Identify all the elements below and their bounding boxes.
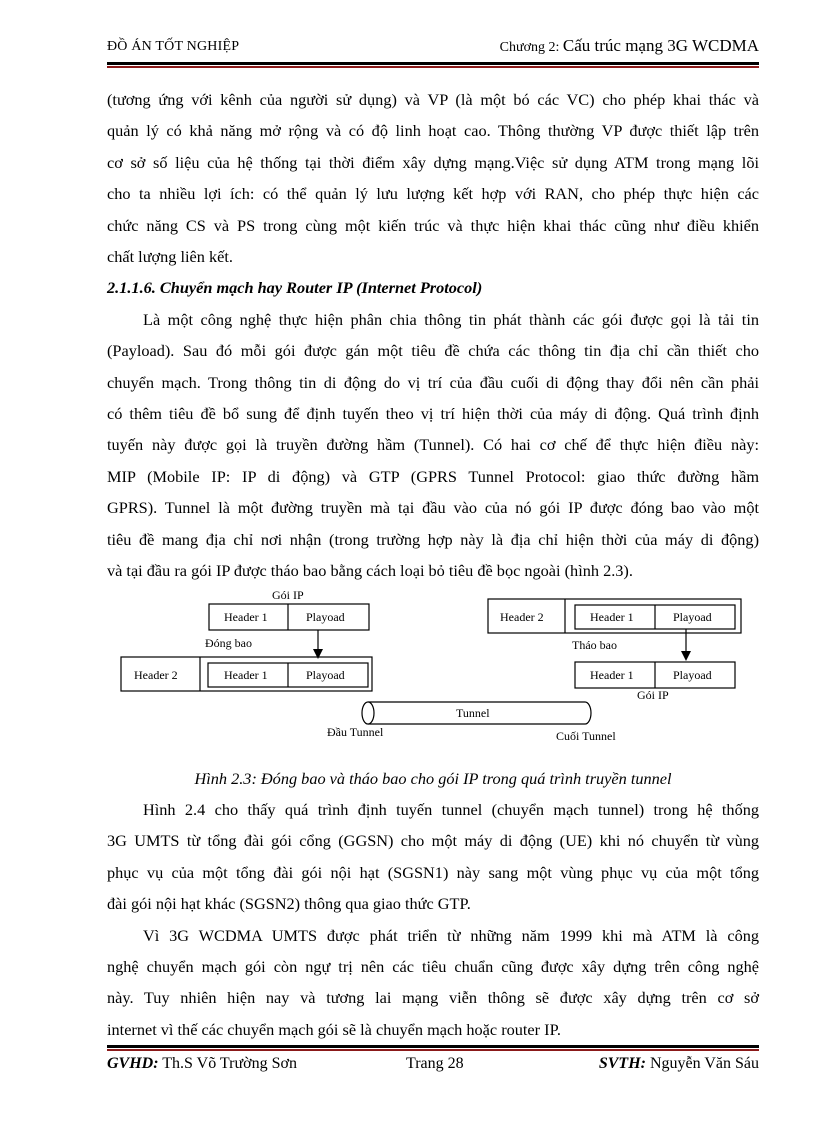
- tunnel-entry-ellipse: [362, 702, 374, 724]
- footer-gvhd-label: GVHD:: [107, 1055, 159, 1072]
- label-header1: Header 1: [224, 609, 268, 624]
- header-chapter-title: Cấu trúc mạng 3G WCDMA: [562, 36, 759, 55]
- paragraph-line: tuyến này được gọi là truyền đường hầm (Tunnel). Có hai cơ chế để thực hiện điều này:: [107, 435, 759, 455]
- paragraph-line: quản lý có khả năng mở rộng và có độ linh hoạt cao. Thông thường VP được thiết lập trên: [107, 121, 759, 141]
- header-chapter-prefix: Chương 2:: [499, 40, 560, 55]
- paragraph-line: tiêu đề mang địa chỉ nơi nhận (trong trường hợp này là địa chỉ hiện thời của máy di động): [107, 529, 759, 549]
- tunnel-exit-cap: [585, 702, 591, 724]
- footer-page-number: Trang 28: [406, 1055, 464, 1072]
- paragraph-line: Hình 2.4 cho thấy quá trình định tuyến tunnel (chuyển mạch tunnel) trong hệ thống: [143, 799, 759, 819]
- paragraph-line: 3G UMTS từ tổng đài gói cổng (GGSN) cho một máy di động (UE) khi nó chuyển từ vùng: [107, 831, 759, 851]
- label-goi-ip-top: Gói IP: [272, 587, 304, 602]
- label-playoad: Playoad: [306, 609, 345, 624]
- paragraph-line: nghệ chuyển mạch gói còn ngự trị nên các tiêu chuẩn cũng được xây dựng trên công nghệ: [107, 956, 759, 976]
- page-content: [107, 84, 759, 1045]
- label-dau-tunnel: Đầu Tunnel: [327, 724, 384, 739]
- paragraph-line: GPRS). Tunnel là một đường truyền mà tại đầu vào của nó gói IP được đóng bao vào một: [107, 498, 759, 518]
- label-header1: Header 1: [590, 609, 634, 624]
- label-tunnel: Tunnel: [456, 705, 490, 720]
- figure-caption: Hình 2.3: Đóng bao và tháo bao cho gói IP trong quá trình truyền tunnel: [194, 768, 672, 788]
- paragraph-line: chuyển mạch. Trong thông tin di động do vị trí của đầu cuối di động thay đổi nên cần phải: [107, 372, 759, 392]
- paragraph-line: Vì 3G WCDMA UMTS được phát triển từ những năm 1999 khi mà ATM là công: [143, 925, 759, 945]
- paragraph-line: chức năng CS và PS trong cùng một kiến trúc và thực hiện khai thác cũng như điều khiển: [107, 215, 759, 235]
- footer-rule-thick: [107, 1045, 759, 1048]
- label-header2: Header 2: [134, 667, 178, 682]
- header-chapter: [500, 36, 759, 56]
- encapsulation-diagram: [0, 587, 816, 759]
- section-heading: 2.1.1.6. Chuyển mạch hay Router IP (Internet Protocol): [107, 278, 483, 298]
- paragraph-line: (tương ứng với kênh của người sử dụng) và VP (là một bó các VC) cho phép khai thác và: [107, 90, 759, 109]
- footer-supervisor: [107, 1055, 297, 1073]
- page-footer: [107, 1050, 759, 1080]
- paragraph-line: này. Tuy nhiên hiện nay và tương lai mạng viễn thông sẽ được xây dựng trên cơ sở: [107, 988, 759, 1008]
- header-rule-red: [107, 66, 759, 68]
- paragraph-line: cơ sở số liệu của hệ thống tại thời điểm xây dựng mạng.Việc sử dụng ATM trong mạng lõi: [107, 152, 759, 172]
- footer-svth-name: Nguyễn Văn Sáu: [649, 1055, 759, 1072]
- header-rule-thick: [107, 62, 759, 65]
- paragraph-line: có thêm tiêu đề bổ sung để định tuyến theo vị trí hiện thời của máy di động. Quá trình định: [107, 404, 759, 424]
- footer-student: [599, 1055, 759, 1073]
- page-header: [107, 30, 759, 60]
- paragraph-line: cho ta nhiều lợi ích: có thể quản lý lưu lượng kết hợp với RAN, cho phép thực hiện các: [107, 184, 759, 204]
- paragraph-line: đài gói nội hạt khác (SGSN2) thông qua giao thức GTP.: [107, 894, 471, 914]
- label-header2: Header 2: [500, 609, 544, 624]
- label-playoad: Playoad: [673, 667, 712, 682]
- paragraph-line: Là một công nghệ thực hiện phân chia thông tin phát thành các gói được gọi là tải tin: [143, 309, 759, 329]
- label-header1: Header 1: [224, 667, 268, 682]
- label-goi-ip-bottom: Gói IP: [637, 687, 669, 702]
- paragraph-line: MIP (Mobile IP: IP di động) và GTP (GPRS Tunnel Protocol: giao thức đường hầm: [107, 466, 759, 486]
- label-dong-bao: Đóng bao: [205, 635, 252, 650]
- arrow-decapsulate-head: [681, 651, 691, 661]
- paragraph-line: internet vì thế các chuyển mạch gói sẽ là chuyển mạch hoặc router IP.: [107, 1019, 561, 1039]
- figure-encapsulation: [107, 587, 759, 759]
- paragraph-line: và tại đầu ra gói IP được tháo bao bằng cách loại bỏ tiêu đề bọc ngoài (hình 2.3).: [107, 561, 633, 581]
- label-cuoi-tunnel: Cuối Tunnel: [556, 728, 616, 743]
- label-playoad: Playoad: [673, 609, 712, 624]
- paragraph-line: phục vụ của một tổng đài gói nội hạt (SGSN1) này sang một vùng phục vụ của một tổng: [107, 862, 759, 882]
- header-doc-title: ĐỒ ÁN TỐT NGHIỆP: [107, 39, 240, 54]
- paragraph-line: (Payload). Sau đó mỗi gói được gán một tiêu đề chứa các thông tin địa chỉ cần thiết cho: [107, 341, 759, 361]
- label-header1: Header 1: [590, 667, 634, 682]
- paragraph-line: chất lượng liên kết.: [107, 247, 233, 267]
- label-playoad: Playoad: [306, 667, 345, 682]
- label-thao-bao: Tháo bao: [572, 637, 617, 652]
- footer-svth-label: SVTH:: [598, 1055, 646, 1072]
- footer-gvhd-name: Th.S Võ Trường Sơn: [162, 1055, 297, 1072]
